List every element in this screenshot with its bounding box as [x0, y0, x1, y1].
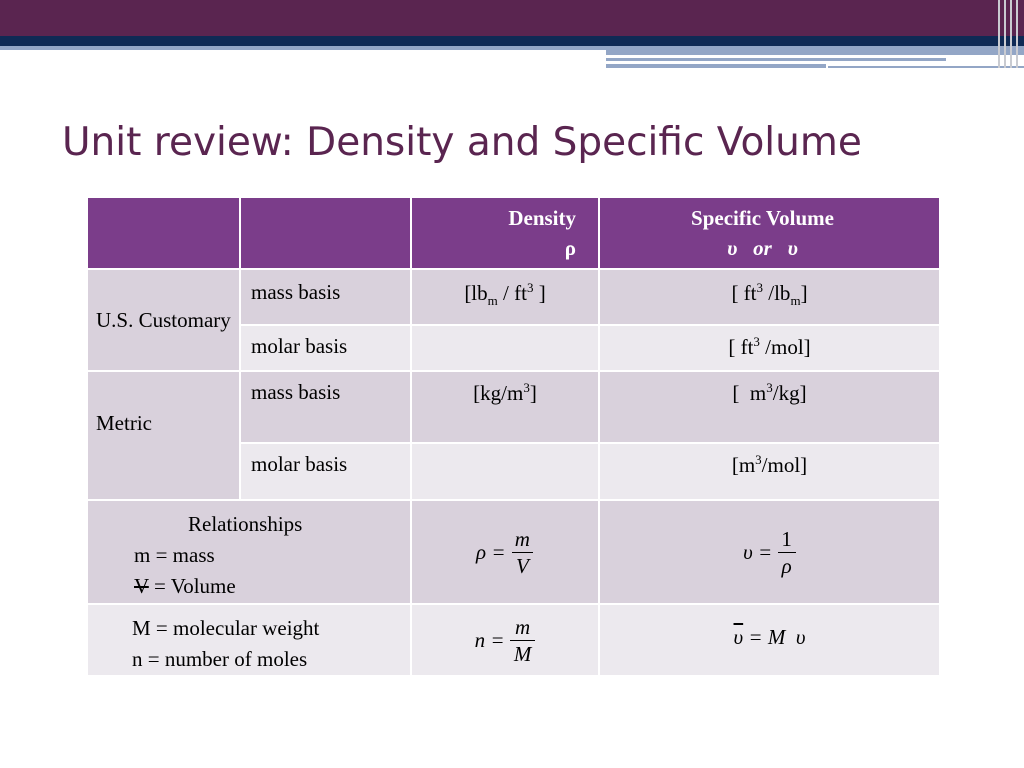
units-table — [86, 196, 941, 677]
slide-title: Unit review: Density and Specific Volume — [62, 120, 862, 165]
fraction-numerator: m — [514, 614, 531, 639]
table-row — [87, 500, 940, 604]
header-empty-cell — [240, 197, 411, 269]
specific-volume-fraction — [777, 526, 796, 579]
fraction-numerator: 1 — [781, 526, 792, 551]
us-mass-basis-label: mass basis — [240, 269, 411, 325]
molar-volume-formula: $\overline{\upsilon} = M$ υ — [599, 604, 940, 676]
metric-mass-density-unit: $[kg/m^3]$ — [411, 371, 599, 443]
moles-formula — [411, 604, 599, 676]
metric-mass-specific-volume-unit: [ $m^3/kg$] — [599, 371, 940, 443]
molar-definitions-cell — [87, 604, 411, 676]
decor-line — [828, 66, 1024, 68]
us-molar-density-unit — [411, 325, 599, 371]
fraction-denominator: M — [510, 640, 536, 667]
decor-line — [606, 64, 826, 68]
metric-molar-specific-volume-unit: $[m^3/mol]$ — [599, 443, 940, 500]
density-formula — [411, 500, 599, 604]
table-row — [87, 371, 940, 443]
relationships-cell — [87, 500, 411, 604]
header-empty-cell — [87, 197, 240, 269]
relationships-heading: Relationships — [188, 512, 303, 536]
specific-volume-formula — [599, 500, 940, 604]
metric-molar-density-unit — [411, 443, 599, 500]
header-band — [0, 0, 1024, 36]
fraction-denominator: V — [512, 552, 533, 579]
header-stripe — [0, 36, 1024, 46]
us-mass-density-unit: [$lb_m / ft^3$ ] — [411, 269, 599, 325]
metric-mass-basis-label: mass basis — [240, 371, 411, 443]
decor-line — [606, 58, 946, 61]
decor-vertical-bars — [998, 0, 1020, 68]
fraction-numerator: m — [514, 526, 530, 551]
fraction-denominator: ρ — [778, 552, 796, 579]
density-fraction — [511, 526, 534, 579]
moles-definition: n = number of moles — [132, 647, 308, 671]
volume-definition: V = Volume — [134, 574, 236, 598]
table-row — [87, 604, 940, 676]
specific-volume-formula-lhs: υ = — [743, 539, 773, 564]
us-molar-basis-label: molar basis — [240, 325, 411, 371]
us-mass-specific-volume-unit: [ $ft^3$ $/lb_m$] — [599, 269, 940, 325]
metric-label: Metric — [87, 371, 240, 500]
decor-line — [606, 50, 1024, 55]
moles-fraction — [510, 614, 536, 667]
density-header — [411, 197, 599, 269]
metric-molar-basis-label: molar basis — [240, 443, 411, 500]
molecular-weight-definition: M = molecular weight — [132, 616, 320, 640]
us-molar-specific-volume-unit: [ $ft^3$ /mol] — [599, 325, 940, 371]
density-formula-lhs: ρ = — [476, 539, 506, 564]
table-header-row — [87, 197, 940, 269]
moles-formula-lhs: n = — [474, 627, 505, 652]
us-customary-label: U.S. Customary — [87, 269, 240, 371]
specific-volume-symbols: υ or υ — [727, 236, 798, 260]
specific-volume-header — [599, 197, 940, 269]
mass-definition: m = mass — [134, 543, 215, 567]
density-label: Density — [508, 206, 576, 230]
density-symbol: ρ — [564, 236, 576, 260]
specific-volume-label: Specific Volume — [691, 206, 834, 230]
table-row — [87, 269, 940, 325]
